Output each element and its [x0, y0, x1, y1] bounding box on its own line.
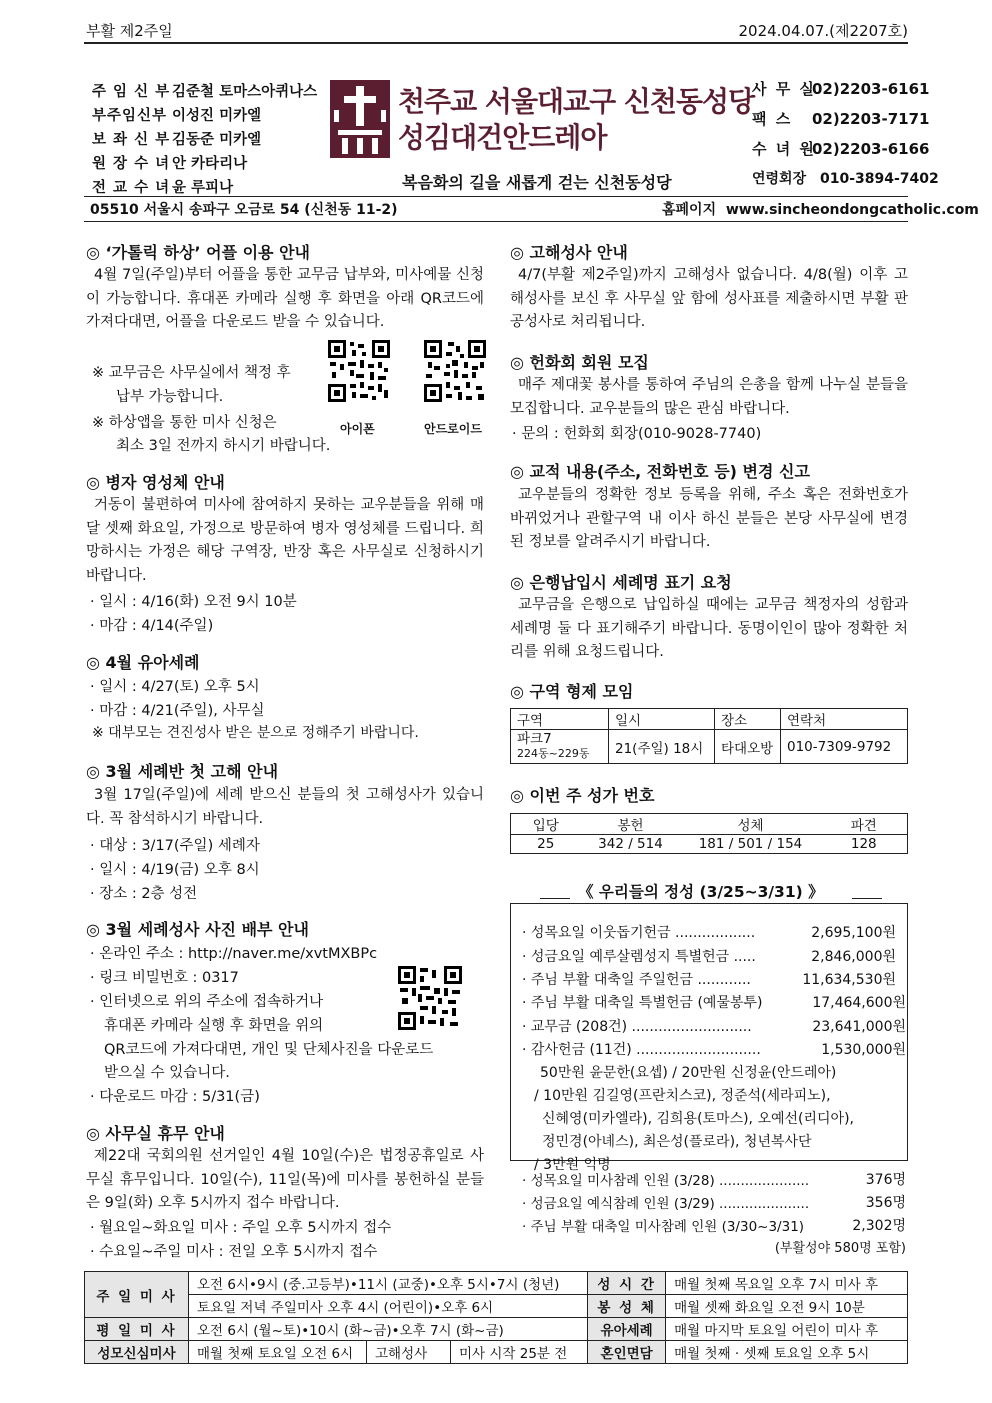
top-divider [84, 42, 908, 44]
table-cell: 342 / 514 [581, 835, 681, 854]
bank-payment-body: 교무금을 은행으로 납입하실 때에는 교무금 책정자의 성함과 세례명 둘 다 표기해주기 바랍니다. 동명이인이 많아 정확한 처리를 위해 요청드립니다. [510, 597, 908, 660]
contact-fax: 팩 스 02)2203-7171 [752, 110, 930, 128]
offering-amount: 23,641,000원 [812, 1019, 906, 1035]
baptism-photos-instr-4: 받으실 수 있습니다. [104, 1065, 230, 1081]
label-weekday-mass: 평 일 미 사 [85, 1318, 189, 1341]
first-confession-date: · 일시 : 4/19(금) 오후 8시 [90, 862, 260, 878]
label-marriage: 혼인면담 [588, 1341, 666, 1364]
marriage-time: 매월 첫째 · 셋째 토요일 오후 5시 [666, 1341, 908, 1364]
baptism-photos-deadline: · 다운로드 마감 : 5/31(금) [90, 1089, 260, 1105]
office-closure-rule-1: · 월요일~화요일 미사 : 주일 오후 5시까지 접수 [90, 1220, 392, 1236]
donor-line: 50만원 윤문한(요셉) / 20만원 신정윤(안드레아) [540, 1065, 837, 1081]
slogan: 복음화의 길을 새롭게 걷는 신천동성당 [402, 173, 672, 192]
confession-body: 4/7(부활 제2주일)까지 고해성사 없습니다. 4/8(월) 이후 고해성사를 보신 후 사무실 앞 함에 성사표를 제출하시면 부활 판공성사로 처리됩니다. [510, 267, 908, 330]
staff-row: 부주임신부 이성진 미카엘 [92, 108, 262, 124]
table-header: 성체 [681, 814, 821, 835]
table-cell: 타대오방 [715, 730, 781, 764]
baptism-photos-instr-1: · 인터넷으로 위의 주소에 접속하거나 [90, 994, 324, 1010]
offering-amount: 11,634,530원 [802, 972, 896, 988]
church-logo-icon [330, 80, 390, 158]
offering-item: · 성목요일 이웃돕기헌금 .................. [522, 925, 756, 941]
flower-committee-contact: · 문의 : 헌화회 회장(010-9028-7740) [512, 426, 762, 442]
contact-convent: 수 녀 원02)2203-6166 [752, 140, 930, 158]
baptism-photos-instr-2: 휴대폰 카메라 실행 후 화면을 위의 [104, 1018, 324, 1034]
qr-label-android: 안드로이드 [424, 422, 482, 436]
sick-communion-date: · 일시 : 4/16(화) 오전 9시 10분 [90, 594, 297, 610]
attendance-item: · 성금요일 예식참례 인원 (3/29) ..................... [522, 1196, 810, 1212]
issue-date: 2024.04.07.(제2207호) [738, 22, 908, 40]
first-confession-place: · 장소 : 2층 성전 [90, 886, 198, 902]
table-cell: 128 [821, 835, 908, 854]
marian-mass-time: 매월 첫째 토요일 오전 6시 [189, 1341, 367, 1364]
staff-row: 전 교 수 녀 윤 루피나 [92, 180, 234, 196]
staff-row: 주 임 신 부 김준철 토마스아퀴나스 [92, 84, 318, 100]
contact-office: 사 무 실02)2203-6161 [752, 80, 930, 98]
baptism-photos-password: · 링크 비밀번호 : 0317 [90, 970, 239, 986]
section-title-hasang-app: ◎ ‘가톨릭 하상’ 어플 이용 안내 [86, 243, 310, 262]
offering-title-rule-right [852, 898, 882, 899]
table-header: 입당 [511, 814, 581, 835]
contact-funeral: 연령회장 010-3894-7402 [752, 171, 939, 187]
first-confession-body: 3월 17일(주일)에 세례 받으신 분들의 첫 고해성사가 있습니다. 꼭 참석하시기 바랍니다. [86, 787, 484, 827]
hasang-note-1: ※ 교무금은 사무실에서 책정 후 [92, 365, 291, 381]
label-holy-hour: 성 시 간 [588, 1272, 666, 1295]
offering-item: · 성금요일 예루살렘성지 특별헌금 ..... [522, 949, 756, 965]
label-marian-mass: 성모신심미사 [85, 1341, 189, 1364]
staff-row: 보 좌 신 부 김동준 미카엘 [92, 132, 262, 148]
table-header: 파견 [821, 814, 908, 835]
hasang-app-body: 4월 7일(주일)부터 어플을 통한 교무금 납부와, 미사예물 신청이 가능합니다. 휴대폰 카메라 실행 후 화면을 아래 QR코드에 가져다대면, 어플을 다운로드 받을 수 있습니다. [86, 267, 484, 330]
section-title-infant-baptism: ◎ 4월 유아세례 [86, 653, 200, 672]
baptism-photos-instr-3: QR코드에 가져다대면, 개인 및 단체사진을 다운로드 [104, 1042, 434, 1058]
district-meeting-table [510, 708, 908, 764]
adoration-time: 매월 셋째 화요일 오전 9시 10분 [666, 1295, 908, 1318]
table-cell: 181 / 501 / 154 [681, 835, 821, 854]
church-name: 천주교 서울대교구 신천동성당 [398, 85, 755, 118]
infant-baptism-deadline: · 마감 : 4/21(주일), 사무실 [90, 703, 265, 719]
office-closure-rule-2: · 수요일~주일 미사 : 전일 오후 5시까지 접수 [90, 1244, 378, 1260]
offering-title-rule-left [540, 898, 570, 899]
first-confession-target: · 대상 : 3/17(주일) 세례자 [90, 838, 260, 854]
section-title-flower-committee: ◎ 헌화회 회원 모집 [510, 353, 649, 372]
sick-communion-deadline: · 마감 : 4/14(주일) [90, 618, 214, 634]
infant-baptism-note: ※ 대부모는 견진성사 받은 분으로 정해주기 바랍니다. [92, 725, 419, 741]
qr-code-android[interactable] [424, 340, 486, 402]
sick-communion-body: 거동이 불편하여 미사에 참여하지 못하는 교우분들을 위해 매달 셋째 화요일, 가정으로 방문하여 병자 영성체를 드립니다. 희망하시는 가정은 해당 구역장, 반장 혹은 사무실로 신청하시기 바랍니다. [86, 497, 484, 584]
hasang-note-1b: 납부 가능합니다. [116, 389, 224, 405]
label-infant-baptism: 유아세례 [588, 1318, 666, 1341]
table-cell: 010-7309-9792 [781, 730, 908, 764]
label-confession: 고해성사 [367, 1341, 451, 1364]
table-cell: 파크7 224동~229동 [511, 730, 609, 764]
donor-line: / 3만원 익명 [534, 1157, 611, 1173]
label-adoration: 봉 성 체 [588, 1295, 666, 1318]
section-title-baptism-photos: ◎ 3월 세례성사 사진 배부 안내 [86, 920, 309, 939]
attendance-item: · 성목요일 미사참례 인원 (3/28) ..................... [522, 1173, 810, 1189]
record-change-body: 교우분들의 정확한 정보 등록을 위해, 주소 혹은 전화번호가 바뀌었거나 관할구역 내 이사 하신 분들은 본당 사무실에 변경된 정보를 알려주시기 바랍니다. [510, 487, 908, 550]
offering-amount: 17,464,600원 [812, 995, 906, 1011]
baptism-photos-url[interactable]: · 온라인 주소 : http://naver.me/xvtMXBPc [90, 946, 378, 962]
qr-label-iphone: 아이폰 [340, 422, 375, 436]
section-title-record-change: ◎ 교적 내용(주소, 전화번호 등) 변경 신고 [510, 462, 810, 481]
confession-time: 미사 시작 25분 전 [451, 1341, 588, 1364]
table-header: 장소 [715, 709, 781, 730]
offering-item: · 감사헌금 (11건) ............................ [522, 1042, 761, 1058]
attendance-item: · 주님 부활 대축일 미사참례 인원 (3/30~3/31) [522, 1219, 805, 1235]
homepage[interactable]: 홈페이지 www.sincheondongcatholic.com [662, 202, 979, 218]
table-header: 구역 [511, 709, 609, 730]
hasang-note-2b: 최소 3일 전까지 하시기 바랍니다. [116, 438, 331, 454]
offering-item: · 교무금 (208건) ........................... [522, 1019, 752, 1035]
table-header: 봉헌 [581, 814, 681, 835]
offering-amount: 1,530,000원 [821, 1042, 906, 1058]
liturgical-week: 부활 제2주일 [86, 22, 173, 40]
attendance-count: 376명 [865, 1172, 906, 1188]
section-title-office-closure: ◎ 사무실 휴무 안내 [86, 1124, 225, 1143]
mass-schedule-table [84, 1271, 908, 1364]
label-sunday-mass: 주 일 미 사 [85, 1272, 189, 1318]
section-title-district-meeting: ◎ 구역 형제 모임 [510, 682, 634, 701]
sunday-mass-times: 오전 6시•9시 (중.고등부)•11시 (교중)•오후 5시•7시 (청년) [189, 1272, 588, 1295]
hymn-table [510, 813, 908, 854]
section-title-sick-communion: ◎ 병자 영성체 안내 [86, 473, 225, 492]
table-header: 연락처 [781, 709, 908, 730]
donor-line: / 10만원 김길영(프란치스코), 정준석(세라피노), [534, 1088, 831, 1104]
qr-code-iphone[interactable] [328, 340, 390, 402]
donor-line: 신혜영(미카엘라), 김희용(토마스), 오예선(리디아), [542, 1111, 854, 1127]
offering-amount: 2,846,000원 [811, 949, 896, 965]
qr-code-photos[interactable] [398, 966, 462, 1030]
hasang-note-2: ※ 하상앱을 통한 미사 신청은 [92, 415, 277, 431]
donor-line: 정민경(아녜스), 최은성(플로라), 청년복사단 [542, 1134, 812, 1150]
offering-item: · 주님 부활 대축일 특별헌금 (예물봉투) [522, 995, 763, 1011]
staff-row: 원 장 수 녀 안 카타리나 [92, 156, 248, 172]
infant-baptism-date: · 일시 : 4/27(토) 오후 5시 [90, 679, 260, 695]
office-closure-body: 제22대 국회의원 선거일인 4월 10일(수)은 법정공휴일로 사무실 휴무입니다. 10일(수), 11일(목)에 미사를 봉헌하실 분들은 9일(화) 오후 5시까지 접수 바랍니다. [86, 1148, 484, 1211]
section-title-hymn-numbers: ◎ 이번 주 성가 번호 [510, 786, 655, 805]
section-title-confession: ◎ 고해성사 안내 [510, 243, 628, 262]
section-title-first-confession: ◎ 3월 세례반 첫 고해 안내 [86, 762, 279, 781]
holy-hour-time: 매월 첫째 목요일 오후 7시 미사 후 [666, 1272, 908, 1295]
attendance-count: 2,302명 [852, 1218, 906, 1234]
attendance-count: 356명 [865, 1195, 906, 1211]
saturday-vigil-times: 토요일 저녁 주일미사 오후 4시 (어린이)•오후 6시 [189, 1295, 588, 1318]
table-cell: 21(주일) 18시 [609, 730, 715, 764]
church-address: 05510 서울시 송파구 오금로 54 (신천동 11-2) [90, 202, 398, 218]
attendance-note: (부활성야 580명 포함) [774, 1241, 906, 1256]
table-header: 일시 [609, 709, 715, 730]
offering-item: · 주님 부활 대축일 주일헌금 ............ [522, 972, 751, 988]
flower-committee-body: 매주 제대꽃 봉사를 통하여 주님의 은총을 함께 나누실 분들을 모집합니다. 교우분들의 많은 관심 바랍니다. [510, 377, 908, 417]
infant-baptism-time: 매월 마지막 토요일 어린이 미사 후 [666, 1318, 908, 1341]
church-patron: 성김대건안드레아 [398, 121, 607, 154]
table-cell: 25 [511, 835, 581, 854]
offering-title: 《 우리들의 정성 (3/25~3/31) 》 [578, 883, 824, 901]
section-title-bank-payment: ◎ 은행납입시 세례명 표기 요청 [510, 573, 732, 592]
offering-amount: 2,695,100원 [811, 925, 896, 941]
weekday-mass-times: 오전 6시 (월~토)•10시 (화~금)•오후 7시 (화~금) [189, 1318, 588, 1341]
